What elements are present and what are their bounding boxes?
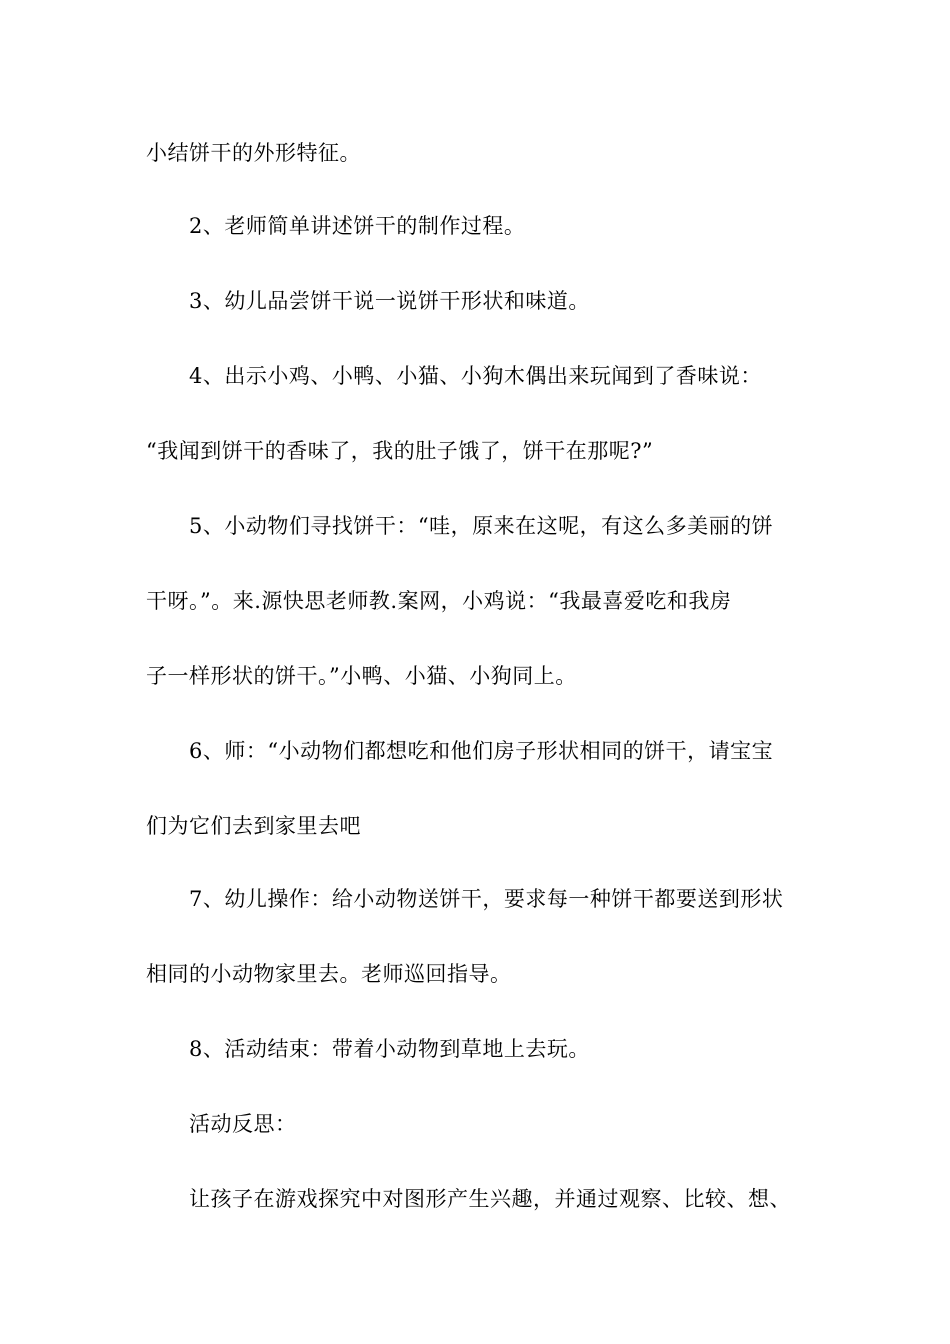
text-line: 5、小动物们寻找饼干：“哇，原来在这呢，有这么多美丽的饼 — [189, 514, 774, 538]
section-heading: 活动反思： — [189, 1112, 297, 1136]
text-line: 们为它们去到家里去吧 — [146, 814, 361, 838]
text-line: 2、老师简单讲述饼干的制作过程。 — [189, 214, 526, 238]
text-line: 4、出示小鸡、小鸭、小猫、小狗木偶出来玩闻到了香味说： — [189, 364, 762, 388]
text-line: 干呀。”。来.源快思老师教.案网，小鸡说：“我最喜爱吃和我房 — [146, 589, 732, 613]
text-line: 小结饼干的外形特征。 — [146, 141, 361, 165]
text-line: 让孩子在游戏探究中对图形产生兴趣，并通过观察、比较、想、 — [189, 1187, 791, 1211]
text-line: “我闻到饼干的香味了，我的肚子饿了，饼干在那呢?” — [146, 439, 654, 463]
text-line: 3、幼儿品尝饼干说一说饼干形状和味道。 — [189, 289, 590, 313]
text-line: 8、活动结束：带着小动物到草地上去玩。 — [189, 1037, 590, 1061]
text-line: 相同的小动物家里去。老师巡回指导。 — [146, 962, 512, 986]
text-line: 6、师：“小动物们都想吃和他们房子形状相同的饼干，请宝宝 — [189, 739, 774, 763]
text-line: 7、幼儿操作：给小动物送饼干，要求每一种饼干都要送到形状 — [189, 887, 784, 911]
text-line: 子一样形状的饼干。”小鸭、小猫、小狗同上。 — [146, 664, 577, 688]
